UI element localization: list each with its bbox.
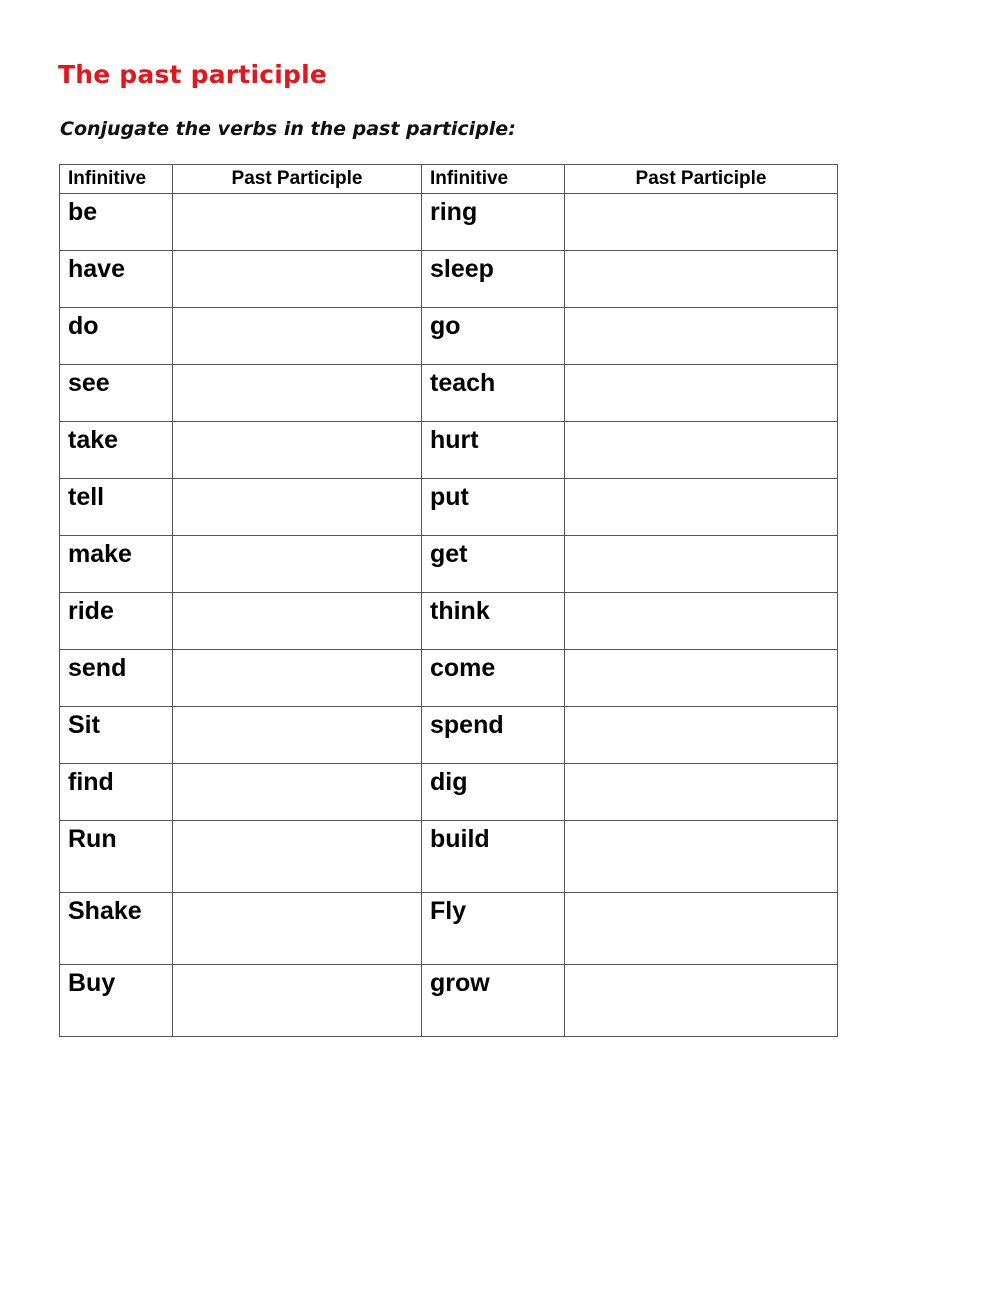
table-row — [60, 251, 838, 308]
infinitive-cell-right: come — [422, 650, 565, 707]
past-participle-answer-left[interactable] — [173, 536, 422, 593]
infinitive-cell-left: take — [60, 422, 173, 479]
infinitive-cell-left: ride — [60, 593, 173, 650]
instruction-text: Conjugate the verbs in the past participle: — [60, 118, 516, 140]
past-participle-answer-right[interactable] — [565, 308, 838, 365]
infinitive-cell-right: spend — [422, 707, 565, 764]
past-participle-answer-right[interactable] — [565, 707, 838, 764]
past-participle-answer-left[interactable] — [173, 422, 422, 479]
table-row — [60, 965, 838, 1037]
past-participle-answer-left[interactable] — [173, 965, 422, 1037]
infinitive-cell-right: get — [422, 536, 565, 593]
infinitive-cell-left: have — [60, 251, 173, 308]
infinitive-cell-right: dig — [422, 764, 565, 821]
past-participle-answer-left[interactable] — [173, 821, 422, 893]
page-title: The past participle — [58, 60, 328, 89]
infinitive-cell-left: find — [60, 764, 173, 821]
infinitive-cell-right: Fly — [422, 893, 565, 965]
infinitive-cell-right: build — [422, 821, 565, 893]
past-participle-answer-right[interactable] — [565, 650, 838, 707]
infinitive-cell-right: grow — [422, 965, 565, 1037]
verb-table — [59, 164, 838, 1037]
infinitive-cell-left: make — [60, 536, 173, 593]
past-participle-answer-left[interactable] — [173, 593, 422, 650]
past-participle-answer-right[interactable] — [565, 821, 838, 893]
header-infinitive-2: Infinitive — [422, 165, 565, 194]
infinitive-cell-left: send — [60, 650, 173, 707]
infinitive-cell-left: be — [60, 194, 173, 251]
past-participle-answer-left[interactable] — [173, 251, 422, 308]
infinitive-cell-left: Shake — [60, 893, 173, 965]
past-participle-answer-left[interactable] — [173, 308, 422, 365]
table-row — [60, 764, 838, 821]
past-participle-answer-right[interactable] — [565, 593, 838, 650]
past-participle-answer-left[interactable] — [173, 194, 422, 251]
past-participle-answer-right[interactable] — [565, 536, 838, 593]
infinitive-cell-right: put — [422, 479, 565, 536]
table-row — [60, 650, 838, 707]
infinitive-cell-right: teach — [422, 365, 565, 422]
infinitive-cell-right: ring — [422, 194, 565, 251]
infinitive-cell-right: sleep — [422, 251, 565, 308]
past-participle-answer-right[interactable] — [565, 764, 838, 821]
header-past-participle-2: Past Participle — [565, 165, 838, 194]
table-row — [60, 821, 838, 893]
infinitive-cell-right: hurt — [422, 422, 565, 479]
past-participle-answer-right[interactable] — [565, 965, 838, 1037]
table-row — [60, 893, 838, 965]
infinitive-cell-left: Sit — [60, 707, 173, 764]
infinitive-cell-left: do — [60, 308, 173, 365]
table-row — [60, 365, 838, 422]
table-row — [60, 707, 838, 764]
past-participle-answer-left[interactable] — [173, 365, 422, 422]
past-participle-answer-right[interactable] — [565, 479, 838, 536]
past-participle-answer-left[interactable] — [173, 650, 422, 707]
table-row — [60, 536, 838, 593]
header-infinitive-1: Infinitive — [60, 165, 173, 194]
past-participle-answer-right[interactable] — [565, 893, 838, 965]
header-past-participle-1: Past Participle — [173, 165, 422, 194]
past-participle-answer-right[interactable] — [565, 365, 838, 422]
table-row — [60, 194, 838, 251]
infinitive-cell-left: tell — [60, 479, 173, 536]
past-participle-answer-right[interactable] — [565, 422, 838, 479]
past-participle-answer-right[interactable] — [565, 194, 838, 251]
header-row — [60, 165, 838, 194]
infinitive-cell-right: think — [422, 593, 565, 650]
table-row — [60, 479, 838, 536]
table-row — [60, 422, 838, 479]
past-participle-answer-left[interactable] — [173, 764, 422, 821]
infinitive-cell-left: Buy — [60, 965, 173, 1037]
infinitive-cell-left: Run — [60, 821, 173, 893]
table-row — [60, 593, 838, 650]
past-participle-answer-left[interactable] — [173, 707, 422, 764]
past-participle-answer-left[interactable] — [173, 893, 422, 965]
past-participle-answer-left[interactable] — [173, 479, 422, 536]
past-participle-answer-right[interactable] — [565, 251, 838, 308]
infinitive-cell-left: see — [60, 365, 173, 422]
table-row — [60, 308, 838, 365]
infinitive-cell-right: go — [422, 308, 565, 365]
